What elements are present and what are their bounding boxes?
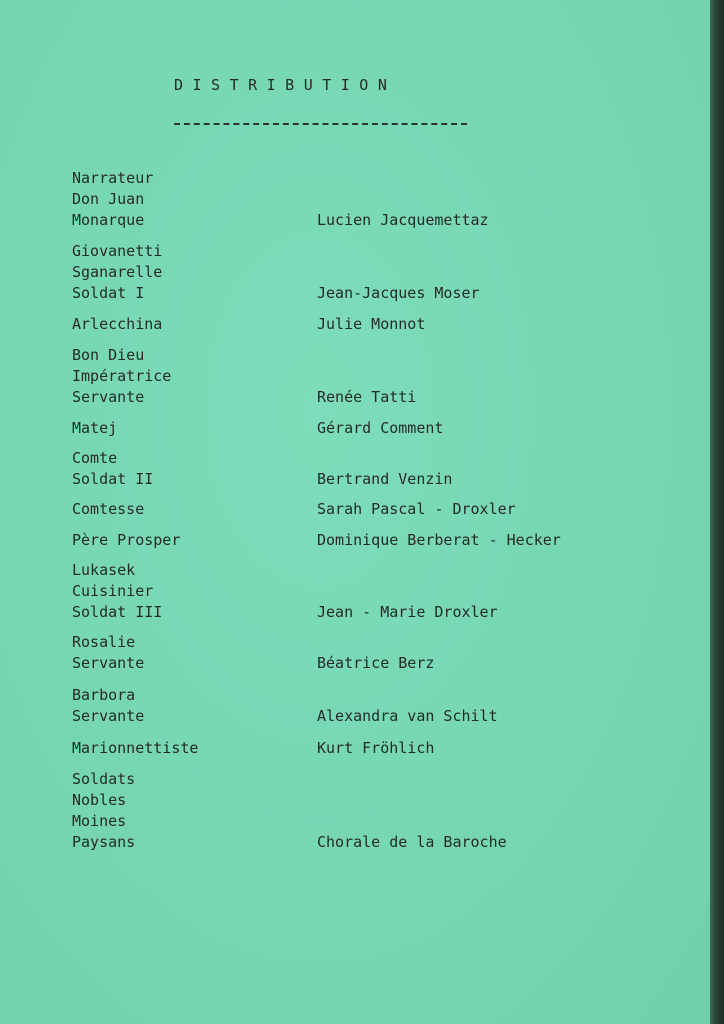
role-name: Soldat I bbox=[72, 284, 145, 302]
actor-name: Renée Tatti bbox=[317, 388, 417, 406]
role-name: Soldats bbox=[72, 770, 136, 788]
actor-name: Kurt Fröhlich bbox=[317, 739, 435, 757]
role-name: Arlecchina bbox=[72, 315, 163, 333]
role-name: Comte bbox=[72, 449, 118, 467]
role-name: Nobles bbox=[72, 791, 127, 809]
role-name: Moines bbox=[72, 812, 127, 830]
role-name: Barbora bbox=[72, 686, 136, 704]
title-underline bbox=[174, 123, 467, 125]
actor-name: Sarah Pascal - Droxler bbox=[317, 500, 516, 518]
role-name: Servante bbox=[72, 707, 145, 725]
role-name: Don Juan bbox=[72, 190, 145, 208]
page-edge bbox=[710, 0, 724, 1024]
page-title: DISTRIBUTION bbox=[174, 76, 397, 94]
actor-name: Béatrice Berz bbox=[317, 654, 435, 672]
role-name: Sganarelle bbox=[72, 263, 163, 281]
role-name: Matej bbox=[72, 419, 118, 437]
role-name: Marionnettiste bbox=[72, 739, 199, 757]
role-name: Père Prosper bbox=[72, 531, 181, 549]
actor-name: Jean - Marie Droxler bbox=[317, 603, 498, 621]
actor-name: Julie Monnot bbox=[317, 315, 426, 333]
role-name: Bon Dieu bbox=[72, 346, 145, 364]
role-name: Soldat III bbox=[72, 603, 163, 621]
role-name: Impératrice bbox=[72, 367, 172, 385]
actor-name: Jean-Jacques Moser bbox=[317, 284, 480, 302]
role-name: Servante bbox=[72, 654, 145, 672]
role-name: Monarque bbox=[72, 211, 145, 229]
role-name: Paysans bbox=[72, 833, 136, 851]
role-name: Soldat II bbox=[72, 470, 154, 488]
role-name: Rosalie bbox=[72, 633, 136, 651]
role-name: Lukasek bbox=[72, 561, 136, 579]
role-name: Servante bbox=[72, 388, 145, 406]
actor-name: Lucien Jacquemettaz bbox=[317, 211, 489, 229]
actor-name: Alexandra van Schilt bbox=[317, 707, 498, 725]
actor-name: Gérard Comment bbox=[317, 419, 444, 437]
role-name: Comtesse bbox=[72, 500, 145, 518]
actor-name: Dominique Berberat - Hecker bbox=[317, 531, 561, 549]
role-name: Cuisinier bbox=[72, 582, 154, 600]
actor-name: Bertrand Venzin bbox=[317, 470, 453, 488]
role-name: Narrateur bbox=[72, 169, 154, 187]
role-name: Giovanetti bbox=[72, 242, 163, 260]
actor-name: Chorale de la Baroche bbox=[317, 833, 507, 851]
